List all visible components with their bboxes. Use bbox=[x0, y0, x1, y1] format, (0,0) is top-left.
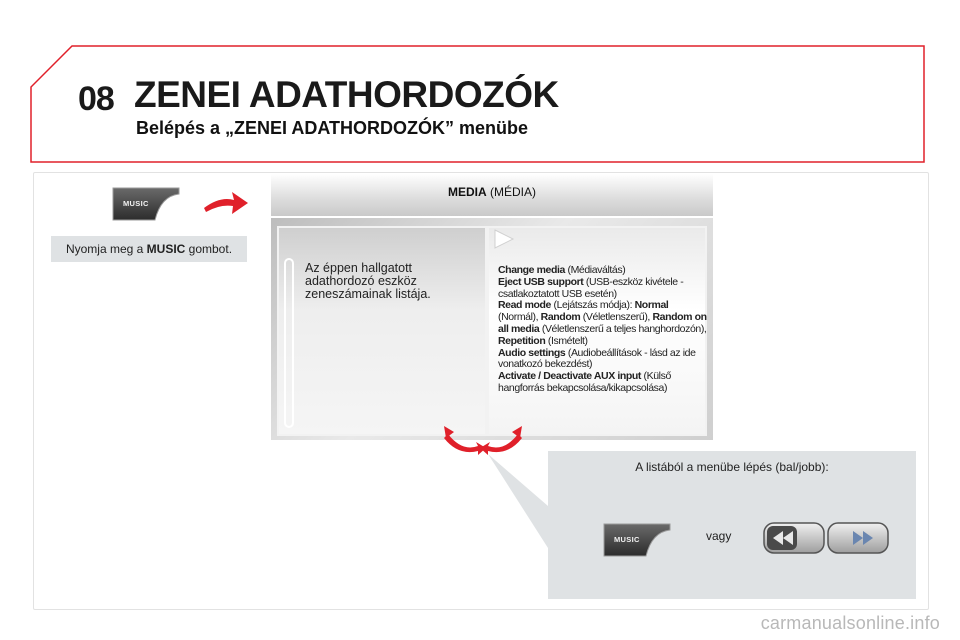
menu-item-description: (Médiaváltás) bbox=[564, 264, 626, 276]
rewind-button[interactable] bbox=[763, 522, 825, 554]
menu-item-label[interactable]: Random bbox=[540, 311, 581, 324]
watermark: carmanualsonline.info bbox=[760, 613, 940, 633]
media-menu-list bbox=[498, 265, 708, 395]
music-button[interactable] bbox=[111, 186, 181, 222]
menu-item-label[interactable]: Repetition bbox=[498, 334, 546, 347]
note-suffix: gombot. bbox=[185, 242, 233, 256]
chapter-number: 08 bbox=[78, 80, 114, 118]
music-button-label: MUSIC bbox=[614, 535, 640, 544]
menu-item-description: (Véletlenszerű), bbox=[580, 311, 653, 324]
menu-item-description: (Ismételt) bbox=[545, 334, 588, 347]
menu-item-description: (Audiobeállítások - lásd az ide vonatkozó bekezdést) bbox=[498, 346, 696, 371]
or-text: vagy bbox=[706, 529, 732, 543]
left-right-arrows-icon bbox=[440, 418, 526, 456]
note-prefix: Nyomja meg a bbox=[65, 242, 147, 256]
music-button-label: MUSIC bbox=[123, 199, 149, 208]
music-button-2[interactable] bbox=[602, 522, 672, 558]
menu-item-description: (USB-eszköz kivétele - csatlakoztatott USB esetén) bbox=[498, 275, 684, 300]
red-arrow-icon bbox=[200, 186, 250, 218]
track-list-description: Az éppen hallgatott adathordozó eszköz zeneszámainak listája. bbox=[305, 261, 431, 301]
fast-forward-button[interactable] bbox=[827, 522, 889, 554]
menu-item-label[interactable]: Activate / Deactivate AUX input bbox=[498, 370, 642, 383]
menu-item-label[interactable]: Change media bbox=[498, 264, 565, 276]
menu-item-label[interactable]: Read mode bbox=[498, 299, 551, 312]
track-list-scrollbar[interactable] bbox=[284, 258, 294, 428]
page-subtitle: Belépés a „ZENEI ADATHORDOZÓK” menübe bbox=[136, 118, 529, 138]
track-list-panel bbox=[277, 226, 487, 436]
menu-item-description: (Külső hangforrás bekapcsolása/kikapcsolása) bbox=[498, 370, 671, 394]
page-title: ZENEI ADATHORDOZÓK bbox=[134, 74, 559, 115]
menu-item-label[interactable]: Audio settings bbox=[498, 346, 566, 359]
navigation-instruction: A listából a menübe lépés (bal/jobb): bbox=[635, 460, 829, 474]
callout-pointer bbox=[486, 452, 550, 550]
play-arrow-icon bbox=[491, 227, 519, 251]
menu-item-description: (Normál), bbox=[498, 311, 541, 324]
note-button-name: MUSIC bbox=[146, 242, 186, 256]
menu-item-label[interactable]: Normal bbox=[634, 299, 669, 312]
media-title: MEDIA bbox=[447, 185, 487, 199]
media-title-translation: (MÉDIA) bbox=[486, 185, 536, 199]
menu-item-label[interactable]: Eject USB support bbox=[498, 275, 584, 288]
media-screen-header bbox=[271, 174, 713, 216]
menu-item-description: (Véletlenszerű a teljes hanghordozón), bbox=[539, 322, 707, 335]
press-music-note bbox=[51, 236, 247, 262]
menu-item-description: (Lejátszás módja): bbox=[551, 299, 635, 312]
menu-item-label[interactable]: Random on all media bbox=[498, 311, 707, 335]
